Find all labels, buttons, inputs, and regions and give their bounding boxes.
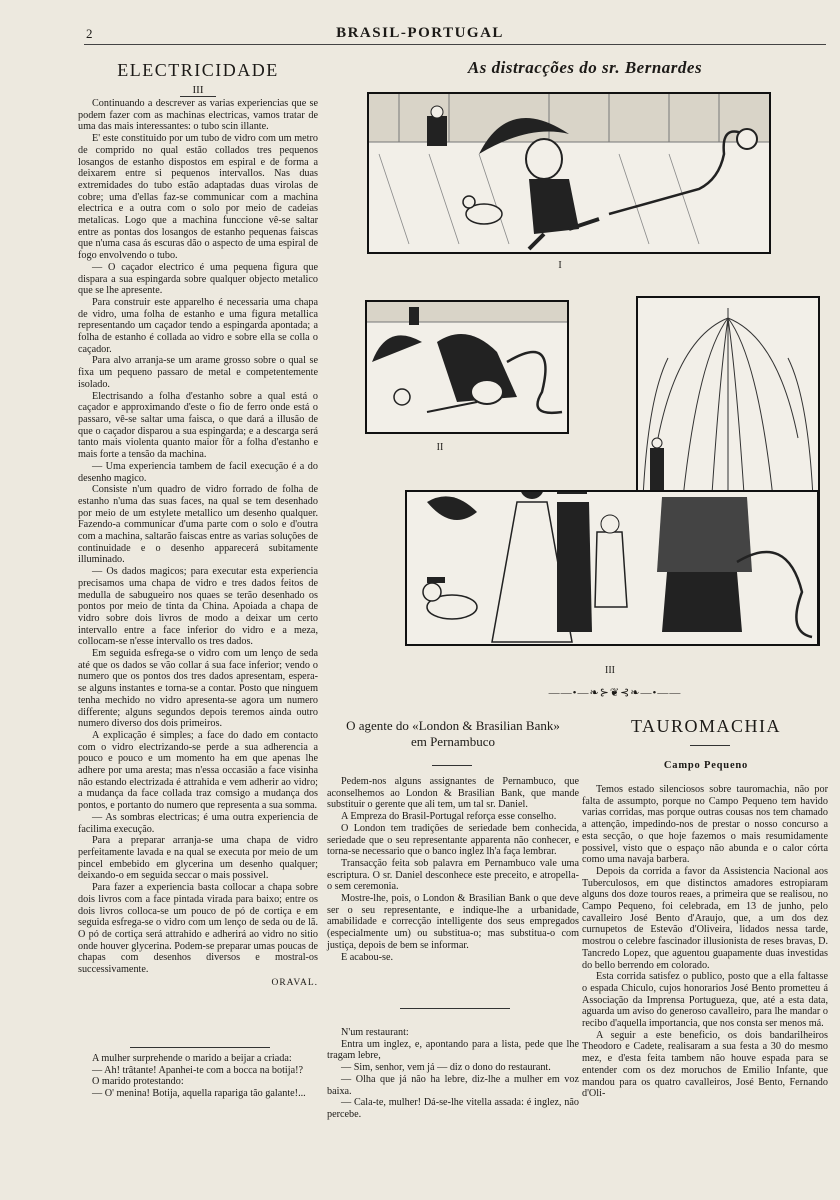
paragraph: Temos estado silenciosos sobre tauromachia, não por falta de assumpto, porque no Campo Pequeno tem havido varias corridas, mas porque outras cousas nos tem chamado a attenção, impedindo-nos de prestar o nosso concurso a esta secção, o que hoje fazemos o mais resumidamente possivel, visto que o espaço não abunda e o calor córta como uma navaja barbera. xyxy=(582,784,828,866)
paragraph: — Cala-te, mulher! Dá-se-lhe vitella assada: é inglez, não percebe. xyxy=(327,1097,579,1120)
paragraph: Continuando a descrever as varias experiencias que se podem fazer com as machinas electricas, vamos tratar de uma das mais interessantes: o tubo scin illante. xyxy=(78,98,318,133)
paragraph: — O caçador electrico é uma pequena figura que dispara a sua espingarda sobre qualquer objecto metalico que se lhe apresente. xyxy=(78,261,318,297)
paragraph: — Uma experiencia tambem de facil execução é a do desenho magico. xyxy=(78,460,318,484)
paragraph: A Empreza do Brasil-Portugal reforça esse conselho. xyxy=(341,811,557,823)
paragraph: Electrisando a folha d'estanho sobre a qual está o caçador e approximando d'este o fio de ferro onde está o passaro, vê-se saltar uma faisca, o que dará a illusão de que o caçador disparou a sua espingarda; e a descarga será tanto mais violenta quanto maior fôr a folha d'estanho e mais forte a tensão da machina. xyxy=(78,390,318,461)
divider xyxy=(130,1047,270,1048)
paragraph: — Sim, senhor, vem já — diz o dono do restaurant. xyxy=(341,1062,551,1074)
agente-title xyxy=(327,718,579,750)
divider xyxy=(400,1008,510,1009)
page-number: 2 xyxy=(86,26,93,41)
paragraph: E' este constituido por um tubo de vidro com um metro de comprido no qual estão collados tres pequenos losangos de estanho dispostos em espiral e de forma a deixarem entre si pequenos intervallos. Nas duas extremidades do tubo estão adaptadas duas virolas de cobre; uma d'ellas faz-se communicar com a machina electrica e a outra com o solo por meio de cadeias metalicas. Logo que a machina funccione vê-se saltar entre as pontas dos losangos de estanho pequenas faiscas que n'uma casa ás escuras dão o aspecto de uma espiral de fogo envolvendo o tubo. xyxy=(78,133,318,262)
paragraph: Para construir este apparelho é necessaria uma chapa de vidro, uma folha de estanho e uma figura metallica representando um caçador tendo a espingarda apontada; a folha de estanho é collada ao vidro e sobre ella se colla o caçador. xyxy=(78,296,318,355)
author-signature: ORAVAL. xyxy=(271,977,318,988)
header-rule xyxy=(84,44,826,45)
anecdote-restaurant xyxy=(327,1027,579,1121)
tauromachia-title: TAUROMACHIA xyxy=(630,716,782,736)
panel-label: I xyxy=(558,260,562,271)
electricidade-title: ELECTRICIDADE xyxy=(117,60,279,80)
paragraph: Para alvo arranja-se um arame grosso sobre o qual se fixa um pequeno passaro de metal e competentemente isolado. xyxy=(78,355,318,390)
cartoon-illustration-1 xyxy=(369,94,769,252)
paragraph: Depois da corrida a favor da Assistencia Nacional aos Tuberculosos, em que distinctos amadores estropiaram alguns dos doze touros reaes, a primeira que se realisou, no Campo Pequeno, foi celebrada, em 13 de junho, pelo cavalleiro José Bento d'Araujo, que, a um dos dez curnupetos de Estevão d'Oliveira, lidados nessa tarde, mostrou o celebre fascinador illusionista de reses bravas, D. Tancredo Lopez, que aguentou guapamente duas investidas do bello berrendo em colorado. xyxy=(582,865,828,971)
agente-title-line-1: O agente do «London & Brasilian Bank» xyxy=(346,718,560,733)
paragraph: Para a preparar arranja-se uma chapa de vidro perfeitamente lavada e na qual se executa por meio de um pincel embebido em glycerina um desenho qualquer; deixando-o em seguida seccar o mais possivel. xyxy=(78,835,318,882)
paragraph: Em seguida esfrega-se o vidro com um lenço de seda até que os dados se vão collar á sua face inferior; vendo o numero que os pontos dos tres dados apresentam, espera-se alguns instantes e torna-se a contar. Posto que ninguem tenha mechido no vidro apresenta-se agora um numero differente; alguns segundos depois teremos ainda outro numero diverso dos dois primeiros. xyxy=(78,648,318,730)
paragraph: A mulher surprehende o marido a beijar a criada: xyxy=(92,1053,292,1064)
paragraph: — As sombras electricas; é uma outra experiencia de facilima execução. xyxy=(78,811,318,835)
paragraph: — Olha que já não ha lebre, diz-lhe a mulher em voz baixa. xyxy=(327,1073,579,1097)
cartoon-panel-3-street xyxy=(405,490,819,646)
paragraph: — O' menina! Botija, aquella rapariga tão galante!... xyxy=(92,1088,306,1100)
paragraph: Esta corrida satisfez o publico, posto que a ella faltasse o espada Chiculo, cujos honorarios José Bento prometteu á Associação da Imprensa Portugueza, que, até a esta data, aguarda um aviso do generoso cavalleiro, para lhe mandar o recibo d'aquella importancia, que nos consta ser menos má. xyxy=(582,971,828,1030)
cartoon-panel-1 xyxy=(367,92,771,254)
paragraph: E acabou-se. xyxy=(341,951,394,963)
agente-article xyxy=(327,776,579,963)
panel-label: II xyxy=(436,442,444,453)
agente-title-line-2: em Pernambuco xyxy=(410,734,496,749)
divider xyxy=(180,96,216,97)
paragraph: — Ah! trâtante! Apanhei-te com a bocca na botija!? xyxy=(92,1064,304,1076)
decorative-ornament: ——•—❧⊱❦⊰❧—•—— xyxy=(548,687,682,699)
paragraph: Consiste n'um quadro de vidro forrado de folha de estanho n'uma das suas faces, na qual se tem desenhado por meio de um estylete metallico um desenho qualquer. Fazendo-a communicar d'uma parte com o solo e d'outra com a machina, saltarão faiscas entre as varias soluções de continuidade e o desenho apparecerá subitamente illuminado. xyxy=(78,484,318,566)
paragraph: A seguir a este beneficio, os dois bandarilheiros Theodoro e Cadete, realisaram a sua festa a 30 do mesmo mez, e d'esta feita tambem não houve espada para se entender com os dez moruchos de Emilio Infante, que mandou para os quatro cavalleiros, José Bento, Fernando d'Oli- xyxy=(582,1029,828,1100)
paragraph: Entra um inglez, e, apontando para a lista, pede que lhe tragam lebre, xyxy=(327,1038,579,1062)
divider xyxy=(432,765,472,766)
paragraph: O marido protestando: xyxy=(92,1076,184,1088)
cartoon-illustration-2 xyxy=(367,302,567,432)
paragraph: O London tem tradições de seriedade bem conhecida, seriedade que o seu representante apparenta não conhecer, e torna-se necessario que o banco inglez lh'a faça lembrar. xyxy=(327,822,579,858)
paragraph: Transacção feita sob palavra em Pernambuco vale uma escriptura. O sr. Daniel desconhece este preceito, e atropella-o sem ceremonia. xyxy=(327,857,579,893)
cartoon-title: As distracções do sr. Bernardes xyxy=(467,58,703,77)
tauromachia-subtitle: Campo Pequeno xyxy=(663,760,749,771)
paragraph: — Os dados magicos; para executar esta experiencia precisamos uma chapa de vidro e tres dados feitos de medulla de sabugueiro nos quaes se terão desenhado os pontos por meio de tinta da China. Apoiada a chapa de vidro sobre dois livros de modo a deixar um certo intervallo entre a face inferior do vidro e a meza, collocam-se n'esse intervallo os tres dados. xyxy=(78,566,318,648)
panel-label: III xyxy=(605,665,615,676)
paragraph: N'um restaurant: xyxy=(341,1027,409,1038)
paragraph: Pedem-nos alguns assignantes de Pernambuco, que aconselhemos ao London & Brasilian Bank, que mande substituir o gerente que ali tem, um tal sr. Daniel. xyxy=(327,776,579,811)
masthead-title: BRASIL-PORTUGAL xyxy=(336,25,504,41)
cartoon-panel-2 xyxy=(365,300,569,434)
electricidade-article xyxy=(78,98,318,989)
cartoon-illustration-3-street xyxy=(407,492,817,644)
divider xyxy=(690,745,730,746)
paragraph: Mostre-lhe, pois, o London & Brasilian Bank o que deve ser o seu representante, e indique-lhe a urbanidade, amabilidade e correcção intelligente dos seus empregados (especialmente um) ou substitua-o; mas substitua-o com justiça, depois de bem se informar. xyxy=(327,893,579,951)
anecdote-criada xyxy=(78,1053,318,1100)
tauromachia-article xyxy=(582,784,828,1100)
paragraph: Para fazer a experiencia basta collocar a chapa sobre dois livros com a face pintada virada para baixo; entre os dois livros colloca-se um pouco de pó de cortiça e em seguida esfrega-se o vidro com um lenço de seda ou de lã. O pó de cortiça será attrahido e adherirá ao vidro no sitio onde houver glycerina. Podem-se preparar umas poucas de chapas com desenhos diversos e mostral-os successivamente. xyxy=(78,882,318,976)
paragraph: A explicação é simples; a face do dado em contacto com o vidro electrizando-se perde a sua adherencia a pouco e pouco e um momento ha em que apenas lhe adhere por uma aresta; mas n'essa occasião a face visinha não estando electrizada é attrahida e vem adherir ao vidro; a mudança da face collada traz comsigo a mudança dos pontos, e portanto do numero que representa a sua somma. xyxy=(78,729,318,812)
electricidade-part-number: III xyxy=(192,84,204,96)
